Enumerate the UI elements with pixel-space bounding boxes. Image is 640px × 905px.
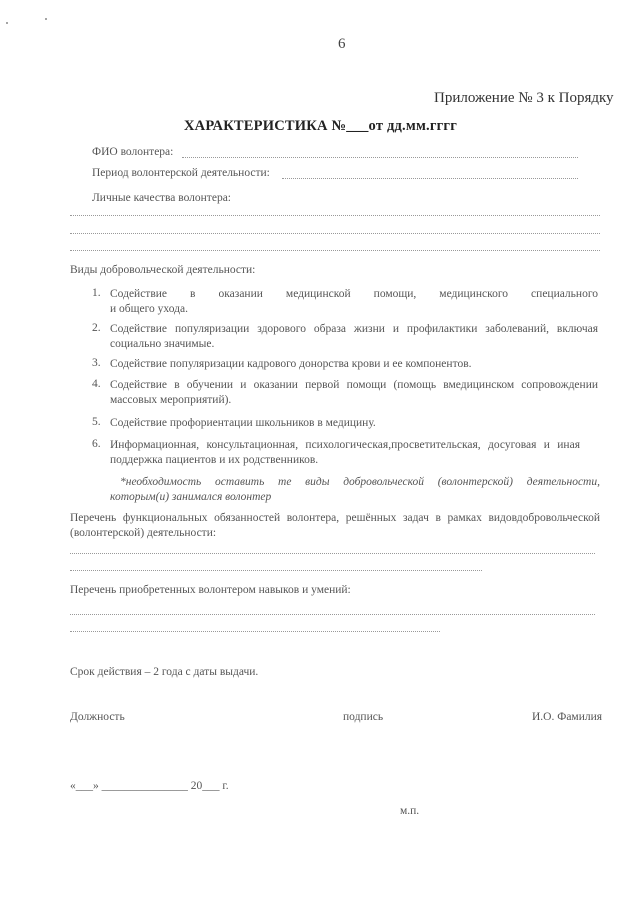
document-title: ХАРАКТЕРИСТИКА №___от дд.мм.гггг <box>184 118 457 134</box>
stamp-place-label: м.п. <box>400 805 420 817</box>
name-label: И.О. Фамилия <box>532 711 603 723</box>
activities-note-cont: которым(и) занимался волонтер <box>110 491 272 503</box>
qualities-dotted-line-3 <box>70 250 600 251</box>
list-item-number: 3. <box>92 357 101 369</box>
list-item-number: 6. <box>92 438 101 450</box>
activities-heading: Виды добровольческой деятельности: <box>70 264 256 276</box>
list-item-number: 5. <box>92 416 101 428</box>
list-item-text: Содействие в обучении и оказании первой помощи (помощь вмедицинском сопровождении <box>110 379 598 391</box>
skills-label: Перечень приобретенных волонтером навыков и умений: <box>70 584 351 596</box>
period-dotted-line <box>282 178 578 179</box>
activities-note: *необходимость оставить те виды добровольческой (волонтерской) деятельности, <box>120 476 600 488</box>
appendix-reference: Приложение № 3 к Порядку <box>434 90 614 106</box>
duties-label-cont: (волонтерской) деятельности: <box>70 527 217 539</box>
fio-dotted-line <box>182 157 578 158</box>
qualities-dotted-line-1 <box>70 215 600 216</box>
list-item-text-cont: массовых мероприятий). <box>110 394 232 406</box>
list-item-text: Содействие популяризации кадрового донорства крови и ее компонентов. <box>110 358 472 370</box>
duties-label: Перечень функциональных обязанностей волонтера, решённых задач в рамках видовдобровольческой <box>70 512 600 524</box>
validity-text: Срок действия – 2 года с даты выдачи. <box>70 666 259 678</box>
list-item-text: Информационная, консультационная, психологическая,просветительская, досуговая и иная <box>110 439 580 451</box>
signature-label: подпись <box>343 711 384 723</box>
date-line: «___» _______________ 20___ г. <box>70 780 229 792</box>
period-label: Период волонтерской деятельности: <box>92 167 270 179</box>
list-item-number: 2. <box>92 322 101 334</box>
list-item-text: Содействие популяризации здорового образа жизни и профилактики заболеваний, включая <box>110 323 598 335</box>
list-item-number: 4. <box>92 378 101 390</box>
qualities-label: Личные качества волонтера: <box>92 192 231 204</box>
position-label: Должность <box>70 711 125 723</box>
list-item-text-cont: социально значимые. <box>110 338 215 350</box>
page-number: 6 <box>338 36 346 52</box>
list-item-number: 1. <box>92 287 101 299</box>
duties-dotted-line-1 <box>70 553 595 554</box>
list-item-text: Содействие в оказании медицинской помощи, медицинского специального <box>110 288 598 300</box>
list-item-text: Содействие профориентации школьников в медицину. <box>110 417 376 429</box>
skills-dotted-line-1 <box>70 614 595 615</box>
duties-dotted-line-2 <box>70 570 482 571</box>
list-item-text-cont: и общего ухода. <box>110 303 188 315</box>
qualities-dotted-line-2 <box>70 233 600 234</box>
fio-label: ФИО волонтера: <box>92 146 174 158</box>
list-item-text-cont: поддержка пациентов и их родственников. <box>110 454 319 466</box>
skills-dotted-line-2 <box>70 631 440 632</box>
